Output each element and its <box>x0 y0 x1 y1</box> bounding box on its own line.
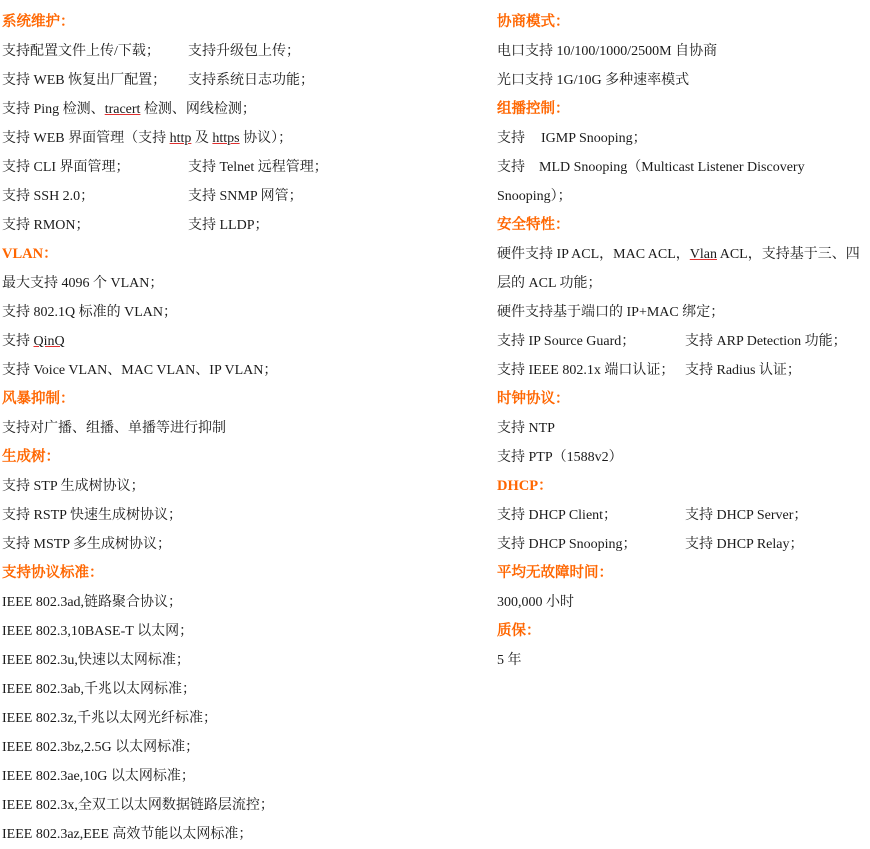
spec-text: 支持 DHCP Relay； <box>685 537 804 552</box>
right-column <box>497 0 870 675</box>
spec-line <box>2 211 490 240</box>
spec-text: 支持 DHCP Client； <box>497 508 618 523</box>
section-heading: 组播控制： <box>497 101 570 117</box>
spec-line <box>2 675 490 704</box>
spec-text: 支持 LLDP； <box>188 218 269 233</box>
spec-text: 支持 <box>497 131 525 146</box>
spec-line <box>2 733 490 762</box>
spec-text: 光口支持 1G/10G 多种速率模式 <box>497 73 690 88</box>
spec-line <box>497 588 870 617</box>
spec-line <box>2 95 490 124</box>
section-heading: VLAN： <box>2 246 58 262</box>
spec-line <box>2 66 490 95</box>
spec-text: 支持 SNMP 网管； <box>188 189 303 204</box>
spec-text: IGMP Snooping； <box>541 131 647 146</box>
spec-text: 支持 MSTP 多生成树协议； <box>2 537 172 552</box>
spec-line <box>2 762 490 791</box>
section-heading: 生成树： <box>2 449 60 465</box>
spec-text: IEEE 802.3bz,2.5G 以太网标准； <box>2 740 200 755</box>
spec-text: 支持 ARP Detection 功能； <box>685 334 847 349</box>
spec-line <box>497 124 870 153</box>
spec-text: 支持系统日志功能； <box>188 73 314 88</box>
spec-text: 支持对广播、组播、单播等进行抑制 <box>2 421 226 436</box>
spec-text: IEEE 802.3,10BASE-T 以太网； <box>2 624 194 639</box>
spec-text: IEEE 802.3u,快速以太网标准； <box>2 653 190 668</box>
spec-text: 支持 QinQ <box>2 334 65 349</box>
underlined-term: Vlan <box>689 247 717 262</box>
spec-line <box>497 501 870 530</box>
spec-text: 支持 WEB 恢复出厂配置； <box>2 73 167 88</box>
spec-text: 支持 CLI 界面管理； <box>2 160 130 175</box>
spec-text: 支持 802.1Q 标准的 VLAN； <box>2 305 177 320</box>
spec-line <box>2 501 490 530</box>
spec-line <box>497 356 870 385</box>
spec-line <box>2 617 490 646</box>
spec-text: IEEE 802.3x,全双工以太网数据链路层流控； <box>2 798 274 813</box>
spec-line <box>2 37 490 66</box>
spec-text: 支持 PTP（1588v2） <box>497 450 623 465</box>
spec-line <box>2 472 490 501</box>
spec-line <box>497 530 870 559</box>
section-heading: 风暴抑制： <box>2 391 75 407</box>
section-heading: 时钟协议： <box>497 391 570 407</box>
spec-text: 支持 Voice VLAN、MAC VLAN、IP VLAN； <box>2 363 278 378</box>
spec-line <box>2 704 490 733</box>
spec-line <box>497 240 870 298</box>
spec-text: 300,000 小时 <box>497 595 574 610</box>
spec-text: IEEE 802.3ad,链路聚合协议； <box>2 595 183 610</box>
section-heading: DHCP： <box>497 478 553 494</box>
spec-text: 硬件支持基于端口的 IP+MAC 绑定； <box>497 305 725 320</box>
section-heading: 平均无故障时间： <box>497 565 613 581</box>
spec-line <box>2 124 490 153</box>
spec-line <box>497 153 870 211</box>
spec-text: 支持升级包上传； <box>188 44 300 59</box>
spec-line <box>2 646 490 675</box>
spec-text: IEEE 802.3z,千兆以太网光纤标准； <box>2 711 218 726</box>
spec-line <box>2 820 490 849</box>
spec-line <box>2 298 490 327</box>
spec-line <box>2 791 490 820</box>
spec-text: 支持 Telnet 远程管理； <box>188 160 328 175</box>
spec-text: 支持 Ping 检测、tracert 检测、网线检测； <box>2 102 256 117</box>
spec-text: 支持 MLD Snooping（Multicast Listener Discovery Snooping）； <box>497 160 805 204</box>
section-heading: 支持协议标准： <box>2 565 104 581</box>
section-heading: 安全特性： <box>497 217 570 233</box>
spec-text: 支持 SSH 2.0； <box>2 189 95 204</box>
spec-text: 支持 IP Source Guard； <box>497 334 636 349</box>
spec-text: IEEE 802.3ae,10G 以太网标准； <box>2 769 195 784</box>
spec-line <box>2 530 490 559</box>
spec-line <box>497 66 870 95</box>
spec-text: 支持 IEEE 802.1x 端口认证； <box>497 363 675 378</box>
spec-line <box>497 327 870 356</box>
underlined-term: http <box>169 131 192 146</box>
spec-text: 最大支持 4096 个 VLAN； <box>2 276 164 291</box>
spec-line <box>497 646 870 675</box>
spec-line <box>2 356 490 385</box>
underlined-term: https <box>212 131 240 146</box>
spec-text: 支持 NTP <box>497 421 555 436</box>
section-heading: 协商模式： <box>497 14 570 30</box>
spec-line <box>497 443 870 472</box>
underlined-term: QinQ <box>33 334 65 349</box>
spec-line <box>497 414 870 443</box>
spec-text: IEEE 802.3az,EEE 高效节能以太网标准； <box>2 827 253 842</box>
spec-text: 硬件支持 IP ACL，MAC ACL，Vlan ACL，支持基于三、四层的 ACL 功能； <box>497 247 860 291</box>
spec-line <box>497 298 870 327</box>
spec-line <box>497 37 870 66</box>
spec-text: 5 年 <box>497 653 522 668</box>
spec-line <box>2 153 490 182</box>
section-heading: 质保： <box>497 623 541 639</box>
spec-line <box>2 414 490 443</box>
spec-text: 支持 RMON； <box>2 218 90 233</box>
spec-text: 支持 DHCP Server； <box>685 508 808 523</box>
spec-text: 支持 WEB 界面管理（支持 http 及 https 协议）； <box>2 131 293 146</box>
spec-text: 电口支持 10/100/1000/2500M 自协商 <box>497 44 718 59</box>
spec-line <box>2 327 490 356</box>
spec-text: 支持 DHCP Snooping； <box>497 537 637 552</box>
spec-line <box>2 269 490 298</box>
spec-line <box>2 588 490 617</box>
spec-text: 支持 RSTP 快速生成树协议； <box>2 508 182 523</box>
spec-text: 支持 Radius 认证； <box>685 363 801 378</box>
spec-text: IEEE 802.3ab,千兆以太网标准； <box>2 682 197 697</box>
spec-text: 支持配置文件上传/下载； <box>2 44 160 59</box>
spec-text: 支持 STP 生成树协议； <box>2 479 145 494</box>
underlined-term: tracert <box>104 102 141 117</box>
section-heading: 系统维护： <box>2 14 75 30</box>
spec-line <box>2 182 490 211</box>
